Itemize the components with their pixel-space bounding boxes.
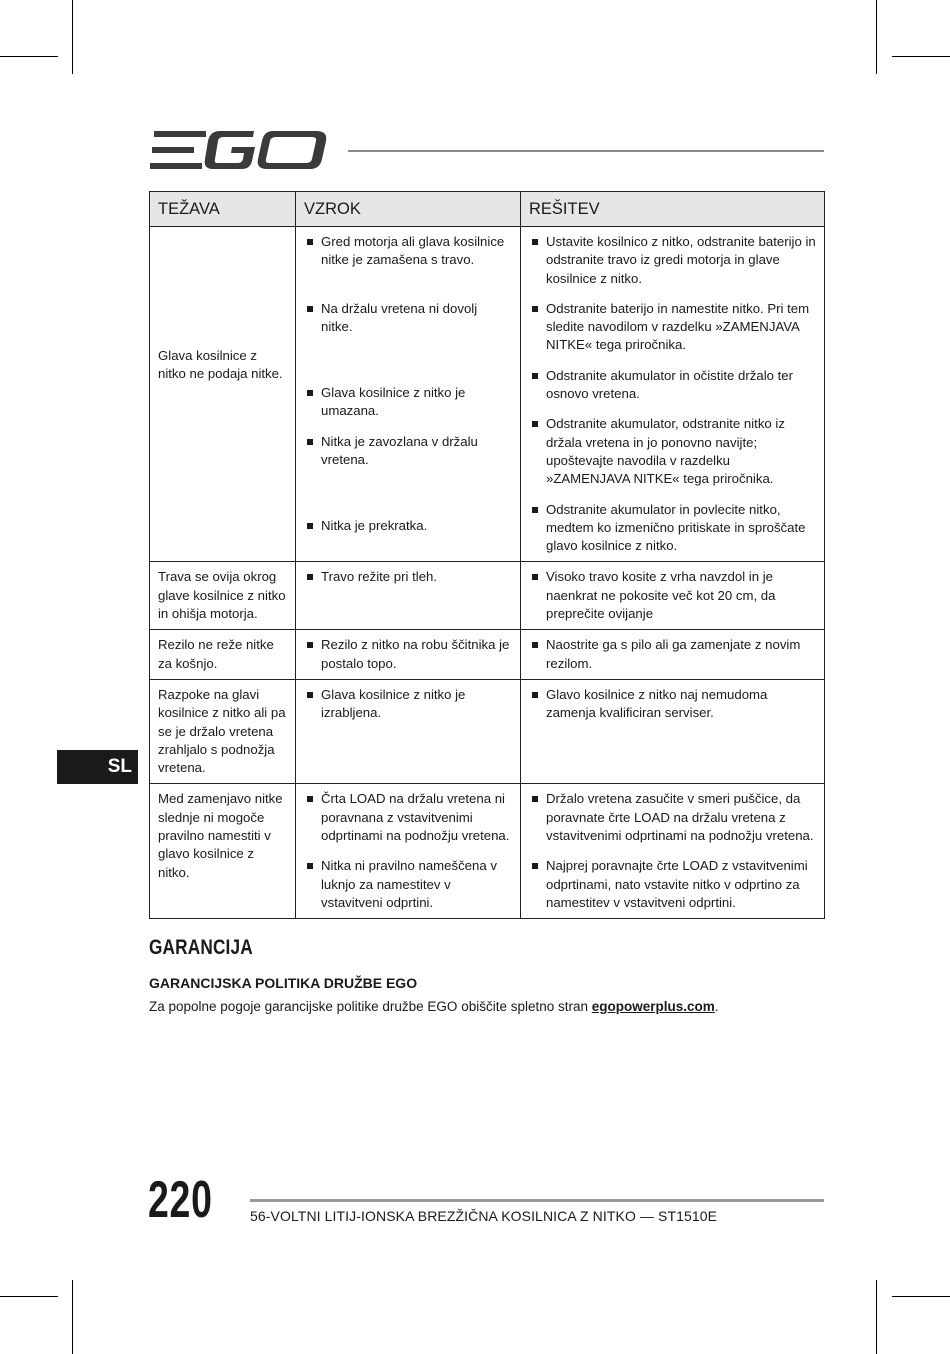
footer-rule (250, 1199, 824, 1202)
solution-item: Odstranite akumulator, odstranite nitko iz držala vretena in jo ponovno navijte; upoštevajte navodila v razdelku »ZAMENJAVA NITKE« tega priročnika. (529, 415, 816, 488)
cause-item: Nitka je zavozlana v držalu vretena. (304, 433, 512, 470)
cause-item: Rezilo z nitko na robu ščitnika je postalo topo. (304, 636, 512, 673)
cause-item: Glava kosilnice z nitko je umazana. (304, 384, 512, 421)
table-row (150, 630, 825, 680)
solution-item: Visoko travo kosite z vrha navzdol in je naenkrat ne pokosite več kot 20 cm, da preprečite ovijanje (529, 568, 816, 623)
crop-mark (876, 1280, 877, 1354)
warranty-subtitle: GARANCIJSKA POLITIKA DRUŽBE EGO (149, 975, 418, 991)
table-header-row (150, 192, 825, 227)
cause-item: Na držalu vretena ni dovolj nitke. (304, 300, 512, 337)
header-solution: REŠITEV (521, 192, 825, 227)
problem-cell: Med zamenjavo nitke slednje ni mogoče pravilno namestiti v glavo kosilnice z nitko. (150, 784, 296, 919)
crop-mark (0, 1296, 58, 1297)
cause-item: Nitka je prekratka. (304, 517, 512, 535)
solution-item: Glavo kosilnice z nitko naj nemudoma zamenja kvalificiran serviser. (529, 686, 816, 723)
solution-item: Naostrite ga s pilo ali ga zamenjate z novim rezilom. (529, 636, 816, 673)
cause-item: Travo režite pri tleh. (304, 568, 512, 586)
solution-cell (521, 227, 825, 562)
cause-cell (296, 227, 521, 562)
solution-cell (521, 630, 825, 680)
problem-cell: Rezilo ne reže nitke za košnjo. (150, 630, 296, 680)
warranty-title: GARANCIJA (149, 936, 253, 959)
header-problem: TEŽAVA (150, 192, 296, 227)
warranty-link[interactable]: egopowerplus.com (591, 999, 715, 1014)
page-number: 220 (148, 1171, 213, 1229)
table-row (150, 562, 825, 630)
crop-mark (72, 0, 73, 74)
header-cause: VZROK (296, 192, 521, 227)
ego-logo (150, 128, 332, 172)
warranty-text-body: Za popolne pogoje garancijske politike družbe EGO obiščite spletno stran (149, 999, 592, 1014)
solution-cell (521, 679, 825, 783)
problem-cell: Glava kosilnice z nitko ne podaja nitke. (150, 227, 296, 562)
solution-item: Odstranite akumulator in očistite držalo ter osnovo vretena. (529, 367, 816, 404)
language-tab: SL (57, 750, 138, 784)
table-row (150, 784, 825, 919)
solution-item: Najprej poravnajte črte LOAD z vstavitvenimi odprtinami, nato vstavite nitko v odprtino za namestitev v vstavitveni odprtini. (529, 857, 816, 912)
cause-cell (296, 679, 521, 783)
troubleshooting-table (149, 191, 825, 919)
table-row (150, 227, 825, 562)
warranty-text (149, 999, 719, 1014)
solution-cell (521, 784, 825, 919)
warranty-text-end: . (714, 999, 719, 1014)
table-row (150, 679, 825, 783)
solution-cell (521, 562, 825, 630)
crop-mark (0, 56, 58, 57)
cause-item: Črta LOAD na držalu vretena ni poravnana z vstavitvenimi odprtinami na podnožju vretena. (304, 790, 512, 845)
cause-cell (296, 562, 521, 630)
cause-item: Nitka ni pravilno nameščena v luknjo za namestitev v vstavitveni odprtini. (304, 857, 512, 912)
problem-cell: Razpoke na glavi kosilnice z nitko ali pa se je držalo vretena zrahljalo s podnožja vretena. (150, 679, 296, 783)
crop-mark (876, 0, 877, 74)
crop-mark (72, 1280, 73, 1354)
solution-item: Držalo vretena zasučite v smeri puščice, da poravnate črte LOAD na držalu vretena z vstavitvenimi odprtinami na podnožju vretena. (529, 790, 816, 845)
cause-cell (296, 630, 521, 680)
cause-item: Glava kosilnice z nitko je izrabljena. (304, 686, 512, 723)
crop-mark (892, 56, 950, 57)
solution-item: Ustavite kosilnico z nitko, odstranite baterijo in odstranite travo iz gredi motorja in glave kosilnice z nitko. (529, 233, 816, 288)
solution-item: Odstranite akumulator in povlecite nitko, medtem ko izmenično pritiskate in sproščate glavo kosilnice z nitko. (529, 501, 816, 556)
solution-item: Odstranite baterijo in namestite nitko. Pri tem sledite navodilom v razdelku »ZAMENJAVA NITKE« tega priročnika. (529, 300, 816, 355)
cause-item: Gred motorja ali glava kosilnice nitke je zamašena s travo. (304, 233, 512, 270)
crop-mark (892, 1296, 950, 1297)
problem-cell: Trava se ovija okrog glave kosilnice z nitko in ohišja motorja. (150, 562, 296, 630)
header-rule (348, 150, 824, 152)
cause-cell (296, 784, 521, 919)
footer-title: 56-VOLTNI LITIJ-IONSKA BREZŽIČNA KOSILNICA Z NITKO — ST1510E (250, 1208, 718, 1224)
